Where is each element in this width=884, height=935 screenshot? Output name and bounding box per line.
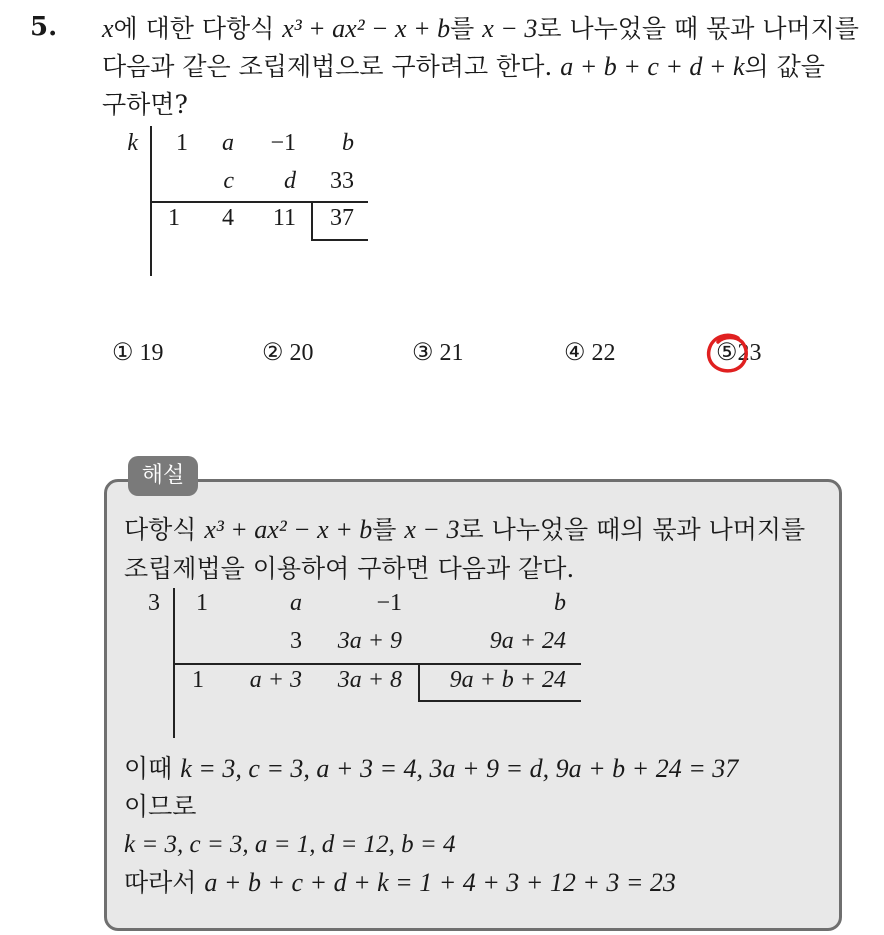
division-horizontal-line <box>150 201 368 203</box>
text-fragment: 이때 <box>124 754 181 783</box>
text-fragment: 에 대한 다항식 <box>113 14 283 43</box>
coef-cell: −1 <box>376 590 402 616</box>
math-variable: x <box>102 14 114 43</box>
text-fragment: 따라서 <box>124 868 205 897</box>
row3-cell: 1 <box>168 205 180 231</box>
row2-cell: 9a + 24 <box>489 628 566 654</box>
text-fragment: 의 값을 <box>744 52 825 81</box>
divisor: 3 <box>148 590 160 616</box>
coef-cell: 1 <box>196 590 208 616</box>
choice-3-value: 21 <box>439 340 464 366</box>
coef-cell: −1 <box>270 130 296 156</box>
remainder-cell: 9a + b + 24 <box>449 667 566 693</box>
math-divisor: x − 3 <box>404 515 460 544</box>
coef-cell: a <box>290 590 302 616</box>
choice-3-marker: ③ <box>412 340 434 366</box>
remainder-cell: 37 <box>330 205 354 231</box>
math-sum: a + b + c + d + k <box>560 52 745 81</box>
text-fragment: 로 나누었을 때 몫과 나머지를 <box>537 14 859 43</box>
remainder-box-bottom <box>311 239 368 241</box>
row2-cell: 3a + 9 <box>337 628 402 654</box>
text-fragment: 다음과 같은 조립제법으로 구하려고 한다. <box>102 52 561 81</box>
choice-2-marker: ② <box>262 340 284 366</box>
row2-cell: d <box>284 168 296 194</box>
coef-cell: a <box>222 130 234 156</box>
question-text-line-3: 구하면? <box>102 90 188 119</box>
math-equations: k = 3, c = 3, a + 3 = 4, 3a + 9 = d, 9a + b + 24 = 37 <box>180 754 739 783</box>
question-number: 5. <box>30 12 58 42</box>
choice-1-value: 19 <box>139 340 164 366</box>
text-fragment: 로 나누었을 때의 몫과 나머지를 <box>459 515 806 544</box>
solution-line-1 <box>124 513 805 547</box>
row3-cell: 1 <box>192 667 204 693</box>
choice-4-marker: ④ <box>564 340 586 366</box>
math-polynomial: x³ + ax² − x + b <box>204 515 373 544</box>
solution-line-2: 조립제법을 이용하여 구하면 다음과 같다. <box>124 554 575 583</box>
solution-line-3 <box>124 752 738 786</box>
question-synthetic-division <box>0 0 884 300</box>
divisor: k <box>127 130 138 156</box>
solution-line-6 <box>124 866 676 900</box>
math-result: a + b + c + d + k = 1 + 4 + 3 + 12 + 3 = 23 <box>204 868 676 897</box>
choice-5-marker: ⑤ <box>716 340 738 366</box>
row3-cell: a + 3 <box>249 667 302 693</box>
row3-cell: 11 <box>272 205 296 231</box>
solution-line-5: k = 3, c = 3, a = 1, d = 12, b = 4 <box>124 831 456 858</box>
row2-cell: c <box>223 168 234 194</box>
choice-5-value: 23 <box>737 340 762 366</box>
coef-cell: 1 <box>176 130 188 156</box>
row3-cell: 3a + 8 <box>337 667 402 693</box>
math-polynomial: x³ + ax² − x + b <box>282 14 451 43</box>
solution-line-4: 이므로 <box>124 792 197 821</box>
solution-tab-label: 해설 <box>128 456 198 496</box>
math-divisor: x − 3 <box>482 14 538 43</box>
coef-cell: b <box>554 590 566 616</box>
coef-cell: b <box>342 130 354 156</box>
text-fragment: 다항식 <box>124 515 205 544</box>
row2-cell: 3 <box>290 628 302 654</box>
choice-4-value: 22 <box>591 340 616 366</box>
choice-2[interactable] <box>262 338 314 367</box>
answer-circle-mark-icon <box>700 330 756 378</box>
row2-cell: 33 <box>330 168 354 194</box>
choice-1[interactable] <box>112 338 164 367</box>
row3-cell: 4 <box>222 205 234 231</box>
choice-4[interactable] <box>564 338 616 367</box>
choice-1-marker: ① <box>112 340 134 366</box>
choice-3[interactable] <box>412 338 464 367</box>
text-fragment: 를 <box>450 14 483 43</box>
choice-2-value: 20 <box>289 340 314 366</box>
text-fragment: 를 <box>372 515 405 544</box>
